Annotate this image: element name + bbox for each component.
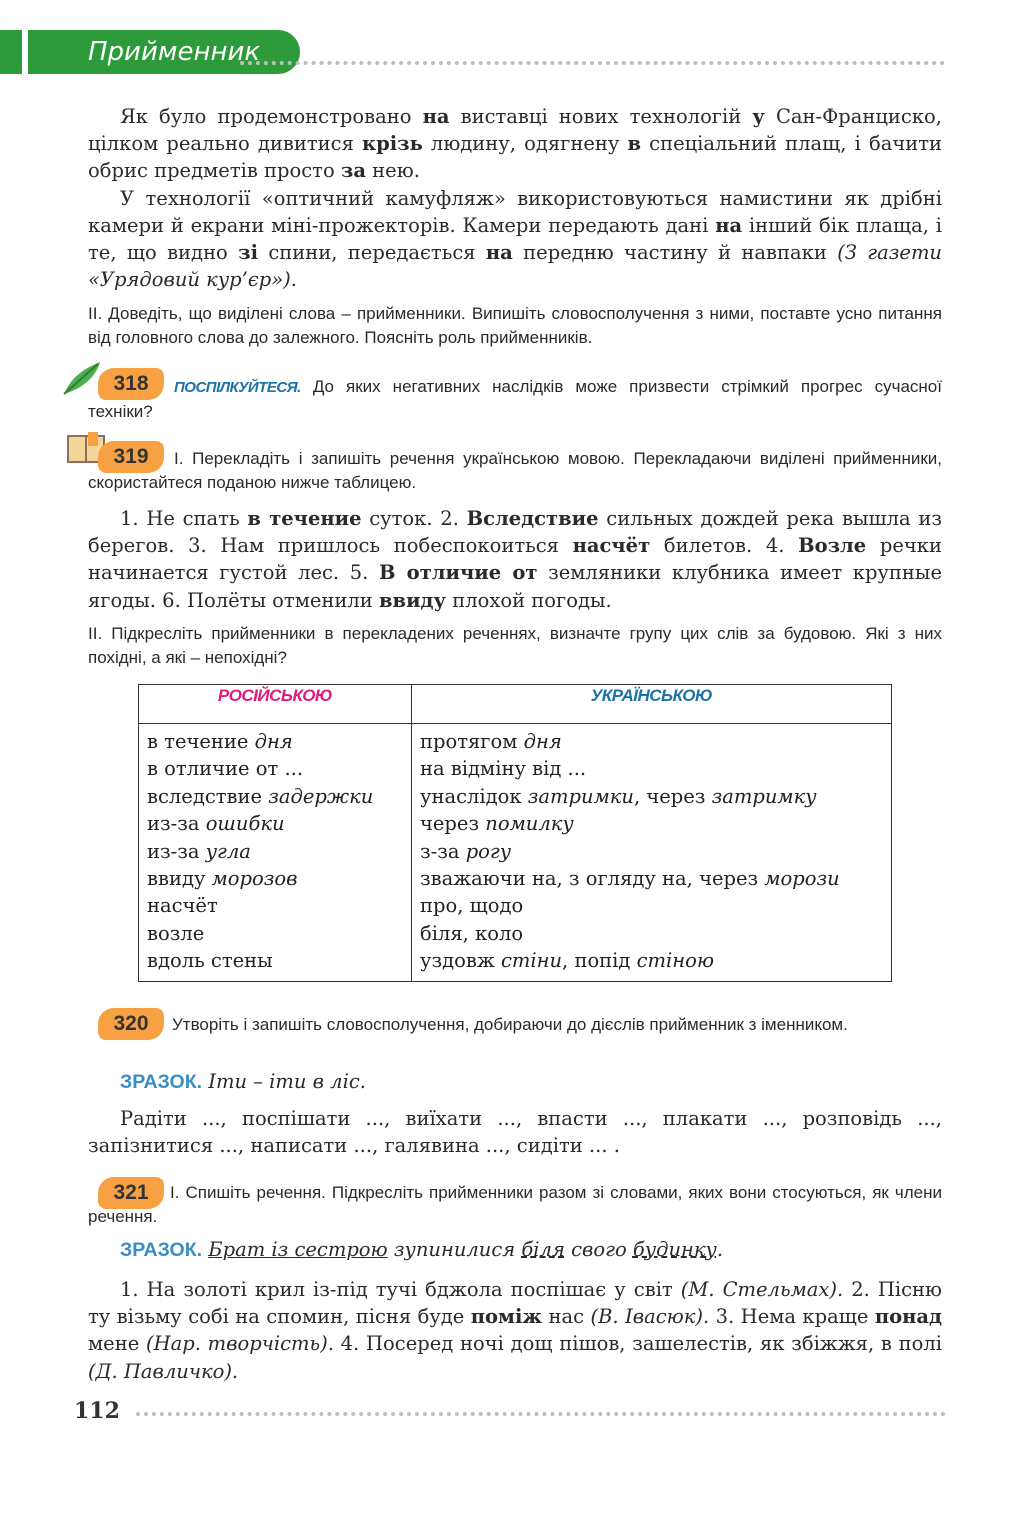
exercise-number-320: 320 (98, 1008, 164, 1040)
text-run: 3. Нема краще (709, 1305, 875, 1329)
label-communicate: ПОСПІЛКУЙТЕСЯ. (174, 379, 301, 396)
exercise-320-words (88, 1105, 942, 1159)
text-run: угла (205, 839, 251, 863)
text-run: в течение (147, 730, 255, 753)
intro-paragraph-2 (88, 185, 942, 294)
text-run: нею. (365, 159, 420, 183)
exercise-321-text (88, 1276, 942, 1385)
exercise-321-sample (120, 1236, 942, 1264)
text-run: Вследствие (466, 507, 599, 530)
text-run: крізь (362, 132, 423, 156)
exercise-320-task: Утворіть і запишіть словосполучення, добираючи до дієслів прийменник з іменником. (172, 1015, 848, 1034)
text-run: спини, передається (258, 241, 486, 265)
text-run: 4. Посеред ночі дощ пішов, зашелестів, як збіжжя, в полі (333, 1332, 942, 1356)
intro-paragraph-1 (88, 103, 942, 185)
text-run: . (716, 1238, 724, 1261)
header-dotted-line (240, 61, 945, 65)
header-side-strip (0, 30, 22, 74)
exercise-318-question: До яких негативних наслідків може призвести стрімкий прогрес сучасної техніки? (88, 377, 942, 421)
exercise-number-318: 318 (98, 368, 164, 400)
verbs-list: Радіти ..., поспішати ..., виїхати ..., впасти ..., плакати ..., розповідь ..., запізнитися ..., написати ..., галявина ..., сидіти ... . (88, 1107, 942, 1158)
exercise-320-sample (120, 1068, 942, 1096)
text-run: біля, коло (420, 921, 524, 945)
intro-task-2: II. Доведіть, що виділені слова – прийменники. Випишіть словосполучення з ними, поставте усно питання від головного слова до залежного. Поясніть роль прийменників. (88, 304, 942, 347)
text-run: виставці нових технологій (449, 105, 753, 128)
text-run: В отличие от (378, 561, 538, 585)
text-run: , попід (562, 949, 637, 973)
text-run: ввиду (147, 867, 212, 891)
table-row (420, 838, 883, 865)
footer-dotted-line (136, 1412, 946, 1416)
table-row (420, 755, 883, 782)
text-run: Сан-Франциско, цілком реально дивитися (88, 105, 942, 156)
table-row (147, 865, 403, 892)
text-run: через (420, 812, 486, 836)
text-run: на (485, 241, 513, 265)
text-run: поміж (470, 1305, 543, 1329)
text-run: вдоль стены (147, 949, 273, 973)
text-run: зважаючи на, з огляду на, через (420, 867, 765, 891)
text-run: (М. Стельмах). (680, 1278, 844, 1301)
text-run: з-за (420, 839, 466, 863)
table-row (147, 810, 403, 837)
text-run: стіни (500, 949, 563, 973)
text-run: на відміну від ... (420, 757, 587, 781)
sample-label: ЗРАЗОК. (120, 1239, 203, 1261)
text-run: рогу (465, 839, 512, 863)
exercise-number-319: 319 (98, 441, 164, 473)
table-row (420, 892, 883, 919)
text-run: речки начинается густой лес. 5. (88, 534, 942, 585)
table-row (420, 783, 883, 810)
text-run: стіною (636, 949, 715, 973)
text-run: задержки (268, 784, 374, 808)
intro-text (88, 103, 942, 293)
text-run: У технології «оптичний камуфляж» використовуються намистини як дрібні камери й екрани міні-прожекторів. Камери передають дані (88, 186, 942, 237)
text-run: біля (521, 1238, 565, 1261)
text-run: мене (88, 1332, 146, 1356)
text-run: на (422, 105, 450, 128)
translation-table (138, 684, 892, 982)
exercise-number-321: 321 (98, 1177, 164, 1209)
column-header-ukrainian: УКРАЇНСЬКОЮ (412, 685, 892, 724)
ukrainian-prepositions-column (412, 724, 892, 982)
text-run: земляники клубника имеет крупные ягоды. 6. Полёты отменили (88, 561, 942, 612)
text-run: затримки (527, 784, 634, 808)
text-run: унаслідок (420, 784, 528, 808)
table-row (147, 755, 403, 782)
text-run: понад (874, 1305, 943, 1329)
text-run: 1. На золоті крил із-під тучі бджола поспішає у світ (120, 1278, 681, 1301)
table-row (420, 728, 883, 755)
table-row (420, 920, 883, 947)
text-run: спеціальний плащ, і бачити обрис предметів просто (88, 132, 942, 183)
text-run: затримку (711, 784, 817, 808)
table-row (420, 947, 883, 974)
sample-sentence (208, 1238, 723, 1261)
text-run: Як було продемонстровано (120, 105, 423, 128)
text-run: сильных дождей река вышла из берегов. 3. Нам пришлось побеспокоиться (88, 507, 943, 558)
text-run: 2. Пісню ту візьму собі на спомин, пісня буде (88, 1278, 943, 1329)
text-run: інший бік плаща, і те, що видно (88, 213, 942, 265)
text-run: (В. Івасюк). (590, 1305, 710, 1329)
text-run: насчёт (147, 894, 218, 918)
russian-sentences (88, 505, 942, 614)
sample-text: Іти – іти в ліс. (202, 1070, 366, 1093)
table-row (147, 783, 403, 810)
text-run: суток. 2. (361, 507, 467, 530)
text-run: зупинилися (387, 1238, 522, 1261)
table-row (147, 947, 403, 974)
table-row (147, 838, 403, 865)
text-run: в (627, 132, 642, 156)
text-run: будинку (632, 1238, 717, 1261)
text-run: в течение (247, 507, 362, 530)
exercise-321-task: I. Спишіть речення. Підкресліть прийменники разом зі словами, яких вони стосуються, як члени речення. (88, 1183, 942, 1226)
text-run: передню частину й навпаки (512, 241, 838, 265)
text-run: помилку (485, 812, 574, 836)
text-run: дня (523, 730, 562, 753)
text-run: ввиду (378, 588, 447, 612)
text-run: плохой погоды. (446, 588, 612, 612)
text-run: (Нар. творчість). (146, 1332, 334, 1356)
text-run: людину, одягнену (422, 132, 628, 156)
text-run: насчёт (572, 534, 651, 558)
text-run: из-за (147, 839, 206, 863)
text-run: в отличие от ... (147, 757, 304, 781)
text-run: ошибки (205, 812, 285, 836)
text-run: уздовж (420, 949, 501, 973)
text-run: морозов (211, 867, 298, 891)
exercise-319-sentences (88, 505, 942, 614)
text-run: вследствие (147, 784, 269, 808)
table-row (147, 892, 403, 919)
russian-prepositions-column (139, 724, 412, 982)
text-run: (З газети «Урядовий кур’єр»). (88, 241, 942, 292)
text-run: (Д. Павличко). (88, 1359, 239, 1383)
exercise-319-task-2: II. Підкресліть прийменники в перекладених реченнях, визначте групу цих слів за будовою. Які з них похідні, а які – непохідні? (88, 624, 942, 667)
text-run: морози (764, 867, 840, 891)
text-run: на (715, 213, 743, 237)
chapter-title: Прийменник (88, 37, 261, 67)
text-run: дня (254, 730, 293, 753)
text-run: возле (147, 921, 205, 945)
text-run: зі (238, 241, 259, 265)
text-run: свого (564, 1238, 633, 1261)
text-run: билетов. 4. (650, 534, 799, 558)
sample-label: ЗРАЗОК. (120, 1071, 203, 1093)
text-run: нас (542, 1305, 591, 1329)
text-run: у (752, 105, 765, 128)
text-run: про, щодо (420, 894, 524, 918)
ukrainian-sentences (88, 1276, 942, 1385)
text-run: протягом (420, 730, 524, 753)
table-row (420, 865, 883, 892)
table-row (147, 920, 403, 947)
text-run: Брат із сестрою (208, 1238, 388, 1261)
exercise-318-text (88, 375, 942, 424)
text-run: 1. Не спать (120, 507, 248, 530)
page-number: 112 (74, 1398, 120, 1424)
text-run: , через (633, 784, 712, 808)
column-header-russian: РОСІЙСЬКОЮ (139, 685, 412, 724)
exercise-319-task-1: I. Перекладіть і запишіть речення українською мовою. Перекладаючи виділені прийменники, скористайтеся поданою нижче таблицею. (88, 449, 942, 492)
table-row (420, 810, 883, 837)
table-row (147, 728, 403, 755)
text-run: Возле (798, 534, 867, 558)
text-run: из-за (147, 812, 206, 836)
text-run: за (340, 159, 366, 183)
